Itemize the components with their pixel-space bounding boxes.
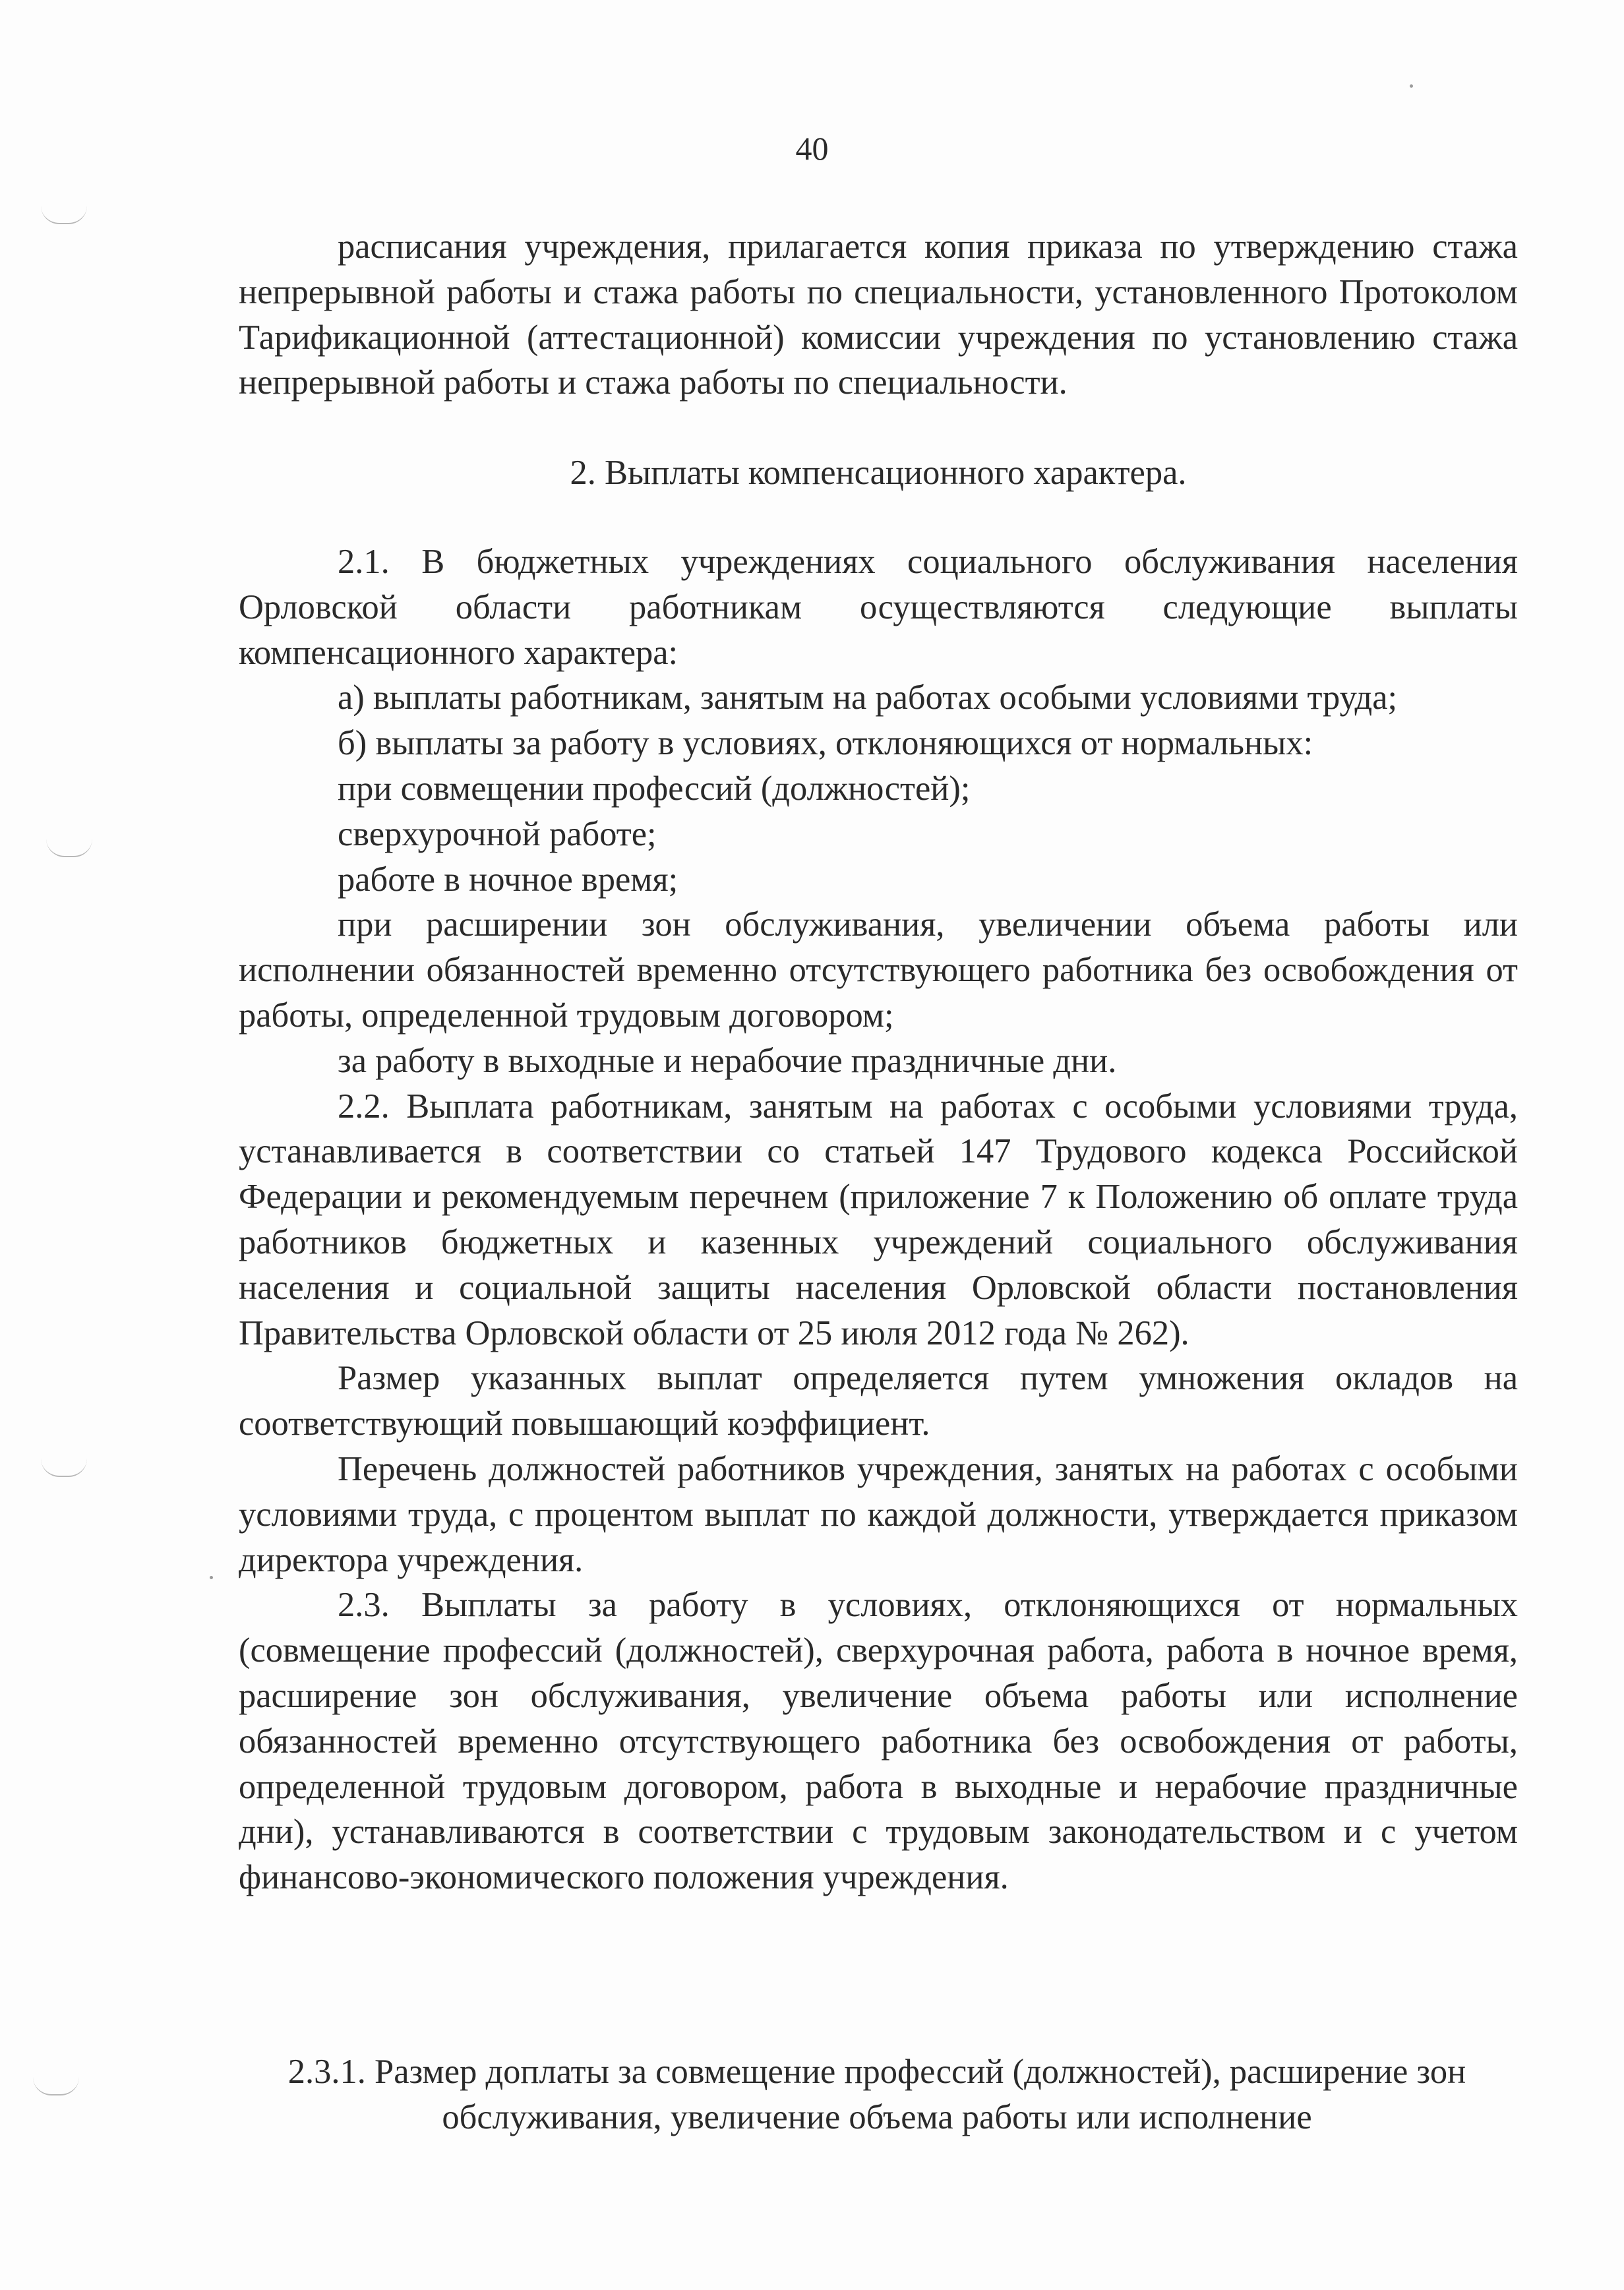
list-subitem: работе в ночное время; bbox=[338, 860, 678, 899]
paragraph-2-3: 2.3. Выплаты за работу в условиях, отклоняющихся от нормальных (совмещение профессий (должностей), сверхурочная работа, работа в ночное время, расширение зон обслуживания, увеличение объема работы или исполнение обязанностей временно отсутствующего работника без освобождения от работы, определенной трудовым договором, работа в выходные и нерабочие праздничные дни), устанавливаются в соответствии с трудовым законодательством и с учетом финансово-экономического положения учреждения. bbox=[239, 1586, 1518, 1897]
section-heading: 2. Выплаты компенсационного характера. bbox=[570, 454, 1187, 493]
list-subitem: за работу в выходные и нерабочие праздничные дни. bbox=[338, 1041, 1117, 1080]
binder-mark bbox=[46, 839, 92, 857]
paragraph: Размер указанных выплат определяется путем умножения окладов на соответствующий повышающий коэффициент. bbox=[239, 1359, 1518, 1443]
paragraph-2-3-1: 2.3.1. Размер доплаты за совмещение профессий (должностей), расширение зон обслуживания, увеличение объема работы или исполнение bbox=[287, 2053, 1466, 2136]
list-subitem: при расширении зон обслуживания, увеличении объема работы или исполнении обязанностей временно отсутствующего работника без освобождения от работы, определенной трудовым договором; bbox=[239, 905, 1518, 1035]
scan-speck bbox=[210, 1576, 213, 1579]
page-number: 40 bbox=[795, 130, 829, 167]
list-subitem: сверхурочной работе; bbox=[338, 814, 657, 853]
binder-mark bbox=[33, 2077, 79, 2095]
binder-mark bbox=[41, 1459, 87, 1477]
scan-speck bbox=[1410, 84, 1413, 88]
document-body bbox=[239, 224, 1518, 1900]
binder-mark bbox=[41, 206, 87, 224]
paragraph-continuation: расписания учреждения, прилагается копия приказа по утверждению стажа непрерывной работы и стажа работы по специальности, установленного Протоколом Тарификационной (аттестационной) комиссии учреждения по установлению стажа непрерывной работы и стажа работы по специальности. bbox=[239, 227, 1518, 402]
list-item-b: б) выплаты за работу в условиях, отклоняющихся от нормальных: bbox=[338, 724, 1313, 763]
paragraph: Перечень должностей работников учреждения, занятых на работах с особыми условиями труда, с процентом выплат по каждой должности, утверждается приказом директора учреждения. bbox=[239, 1449, 1518, 1579]
paragraph-2-1: 2.1. В бюджетных учреждениях социального обслуживания населения Орловской области работникам осуществляются следующие выплаты компенсационного характера: bbox=[239, 542, 1518, 672]
paragraph-2-2: 2.2. Выплата работникам, занятым на работах с особыми условиями труда, устанавливается в соответствии со статьей 147 Трудового кодекса Российской Федерации и рекомендуемым перечнем (приложение 7 к Положению об оплате труда работников бюджетных и казенных учреждений социального обслуживания населения и социальной защиты населения Орловской области постановления Правительства Орловской области от 25 июля 2012 года № 262). bbox=[239, 1087, 1518, 1352]
list-subitem: при совмещении профессий (должностей); bbox=[338, 769, 971, 808]
list-item-a: а) выплаты работникам, занятым на работах особыми условиями труда; bbox=[338, 678, 1398, 717]
